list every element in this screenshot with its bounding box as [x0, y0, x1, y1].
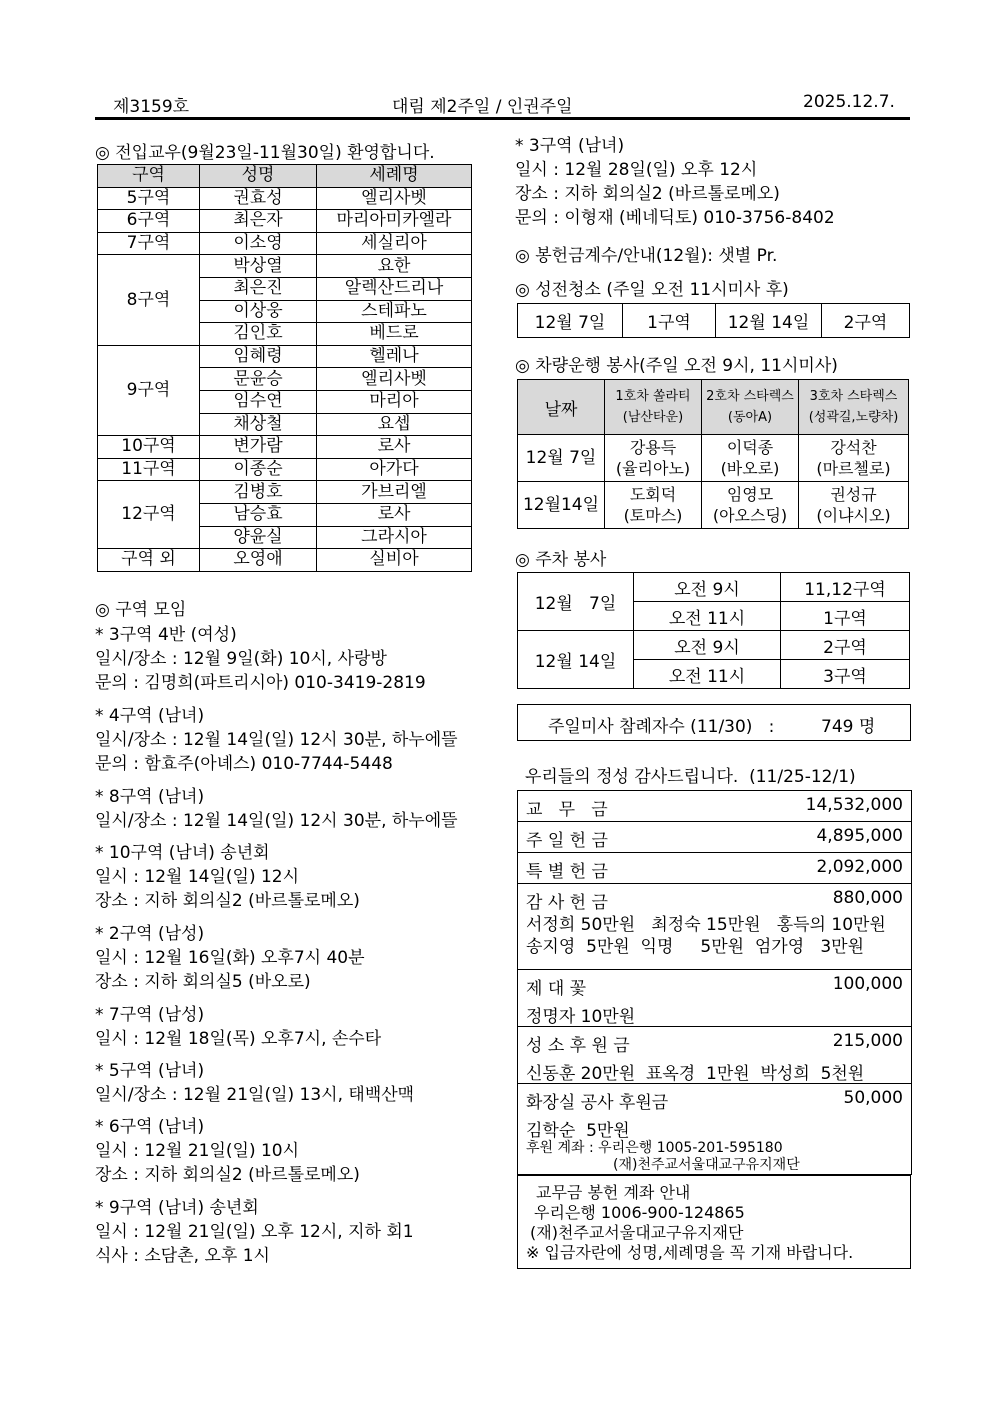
meetings-heading: ◎ 구역 모임 — [95, 600, 187, 620]
column-header-district: 구역 — [98, 165, 200, 188]
meeting-detail: 일시 : 12월 16일(화) 오후7시 40분 — [95, 948, 365, 968]
shuttle-driver — [702, 482, 799, 529]
shuttle-driver — [605, 435, 702, 482]
attendance-value: 749 명 — [821, 717, 876, 737]
cleaning-district-1: 1구역 — [623, 304, 716, 338]
parking-row — [518, 631, 910, 660]
account-notice-instruction: ※ 입금자란에 성명,세례명을 꼭 기재 바랍니다. — [526, 1243, 854, 1262]
meeting-detail: 일시/장소 : 12월 9일(화) 10시, 사랑방 — [95, 649, 387, 669]
baptismal-name-cell: 그라시아 — [317, 526, 472, 549]
baptismal-name-cell: 실비아 — [317, 549, 472, 572]
donation-label: 특 별 헌 금 — [526, 862, 608, 882]
meeting-title: * 3구역 4반 (여성) — [95, 625, 237, 645]
attendance-box — [517, 704, 911, 741]
meeting-detail: 일시 : 12월 21일(일) 오후 12시, 지하 회1 — [95, 1222, 414, 1242]
shuttle-driver — [799, 482, 909, 529]
name-cell: 채상철 — [200, 413, 317, 436]
cleaning-heading: ◎ 성전청소 (주일 오전 11시미사 후) — [515, 280, 789, 300]
meeting-detail: 장소 : 지하 회의실2 (바르톨로메오) — [515, 184, 780, 204]
donation-amount: 4,895,000 — [816, 826, 903, 846]
name-cell: 이소영 — [200, 232, 317, 255]
meeting-detail: 장소 : 지하 회의실2 (바르톨로메오) — [95, 1165, 360, 1185]
donation-row — [518, 970, 911, 1027]
name-cell: 문윤승 — [200, 368, 317, 391]
account-notice-title: 교무금 봉헌 계좌 안내 — [536, 1183, 691, 1202]
name-cell: 임혜령 — [200, 345, 317, 368]
meeting-detail: 일시 : 12월 18일(목) 오후7시, 손수타 — [95, 1029, 382, 1049]
meeting-detail: 일시 : 12월 21일(일) 10시 — [95, 1141, 300, 1161]
welcome-row — [98, 187, 472, 210]
driver-baptismal-name: (이냐시오) — [816, 506, 891, 525]
driver-baptismal-name: (율리아노) — [615, 459, 691, 478]
shuttle-driver — [702, 435, 799, 482]
name-cell: 오영애 — [200, 549, 317, 572]
donation-row — [518, 1027, 911, 1084]
district-cell: 8구역 — [98, 255, 200, 345]
name-cell: 박상열 — [200, 255, 317, 278]
meeting-detail: 장소 : 지하 회의실2 (바르톨로메오) — [95, 891, 360, 911]
donation-row — [518, 884, 911, 970]
meeting-detail: 식사 : 소담촌, 오후 1시 — [95, 1246, 270, 1266]
donation-label: 교 무 금 — [526, 800, 608, 820]
welcome-table — [97, 164, 472, 572]
meeting-detail: 문의 : 이형재 (베네딕토) 010-3756-8402 — [515, 208, 835, 228]
baptismal-name-cell: 요셉 — [317, 413, 472, 436]
parking-time: 오전 9시 — [634, 631, 781, 660]
account-notice-holder: (재)천주교서울대교구유지재단 — [530, 1223, 744, 1242]
issue-number: 제3159호 — [113, 97, 190, 117]
donation-label: 성 소 후 원 금 — [526, 1036, 630, 1056]
parking-time: 오전 11시 — [634, 660, 781, 689]
shuttle-heading: ◎ 차량운행 봉사(주일 오전 9시, 11시미사) — [515, 356, 838, 376]
car-name: 3호차 스타렉스 — [809, 389, 898, 404]
baptismal-name-cell: 로사 — [317, 503, 472, 526]
meeting-title: * 10구역 (남녀) 송년회 — [95, 843, 270, 863]
welcome-row — [98, 481, 472, 504]
car-route: (남산타운) — [622, 410, 684, 425]
name-cell: 김인호 — [200, 323, 317, 346]
shuttle-car-2-header — [702, 380, 799, 435]
name-cell: 최은자 — [200, 210, 317, 233]
parking-date: 12월 14일 — [518, 631, 634, 689]
welcome-row — [98, 232, 472, 255]
welcome-row — [98, 549, 472, 572]
name-cell: 이상웅 — [200, 300, 317, 323]
attendance-label: 주일미사 참례자수 (11/30) : — [548, 717, 775, 737]
shuttle-driver — [799, 435, 909, 482]
meeting-detail: 일시/장소 : 12월 21일(일) 13시, 태백산맥 — [95, 1085, 415, 1105]
district-cell: 6구역 — [98, 210, 200, 233]
donor-detail: 서정희 50만원 최정숙 15만원 홍득의 10만원 — [526, 915, 886, 935]
district-cell: 7구역 — [98, 232, 200, 255]
district-cell: 12구역 — [98, 481, 200, 549]
cleaning-date-1: 12월 7일 — [518, 304, 623, 338]
donor-detail: 정명자 10만원 — [526, 1007, 636, 1027]
district-cell: 구역 외 — [98, 549, 200, 572]
page-title: 대림 제2주일 / 인권주일 — [392, 97, 573, 117]
driver-baptismal-name: (바오로) — [720, 459, 780, 478]
driver-name: 강석찬 — [830, 438, 877, 457]
district-cell: 11구역 — [98, 458, 200, 481]
donation-amount: 100,000 — [832, 974, 903, 994]
meeting-title: * 4구역 (남녀) — [95, 706, 205, 726]
shuttle-car-3-header — [799, 380, 909, 435]
name-cell: 최은진 — [200, 277, 317, 300]
driver-baptismal-name: (아오스딩) — [712, 506, 788, 525]
donation-label: 화장실 공사 후원금 — [526, 1093, 669, 1113]
baptismal-name-cell: 가브리엘 — [317, 481, 472, 504]
cleaning-district-2: 2구역 — [822, 304, 910, 338]
offering-count-notice: ◎ 봉헌금계수/안내(12월): 샛별 Pr. — [515, 246, 778, 266]
driver-baptismal-name: (마르첼로) — [816, 459, 891, 478]
meeting-title: * 9구역 (남녀) 송년회 — [95, 1198, 259, 1218]
parking-time: 오전 11시 — [634, 602, 781, 631]
donor-detail: 송지영 5만원 익명 5만원 엄가영 3만원 — [526, 937, 865, 957]
meeting-title: * 6구역 (남녀) — [95, 1117, 205, 1137]
donation-amount: 880,000 — [832, 888, 903, 908]
meeting-detail: 장소 : 지하 회의실5 (바오로) — [95, 972, 311, 992]
meeting-detail: 일시/장소 : 12월 14일(일) 12시 30분, 하누에뜰 — [95, 811, 458, 831]
meeting-detail: 일시 : 12월 14일(일) 12시 — [95, 867, 300, 887]
baptismal-name-cell: 엘리사벳 — [317, 368, 472, 391]
donation-label: 제 대 꽃 — [526, 979, 587, 999]
shuttle-table — [517, 379, 909, 529]
donation-row — [518, 853, 911, 884]
shuttle-row — [518, 435, 909, 482]
name-cell: 변가람 — [200, 436, 317, 459]
shuttle-driver — [605, 482, 702, 529]
meeting-title: * 8구역 (남녀) — [95, 787, 205, 807]
parking-district: 3구역 — [781, 660, 910, 689]
meeting-detail: 문의 : 김명희(파트리시아) 010-3419-2819 — [95, 673, 426, 693]
name-cell: 양윤실 — [200, 526, 317, 549]
driver-name: 이덕종 — [726, 438, 774, 457]
donations-heading: 우리들의 정성 감사드립니다. (11/25-12/1) — [525, 767, 856, 787]
driver-name: 강용득 — [629, 438, 677, 457]
name-cell: 김병호 — [200, 481, 317, 504]
parking-date: 12월 7일 — [518, 573, 634, 631]
baptismal-name-cell: 마리아미카엘라 — [317, 210, 472, 233]
welcome-heading: ◎ 전입교우(9월23일-11월30일) 환영합니다. — [95, 143, 435, 163]
donation-amount: 2,092,000 — [816, 857, 903, 877]
parking-district: 11,12구역 — [781, 573, 910, 602]
district-cell: 5구역 — [98, 187, 200, 210]
cleaning-table — [517, 303, 910, 338]
baptismal-name-cell: 헬레나 — [317, 345, 472, 368]
baptismal-name-cell: 요한 — [317, 255, 472, 278]
donation-amount: 50,000 — [843, 1088, 903, 1108]
donation-row — [518, 791, 911, 822]
shuttle-date-header: 날짜 — [518, 380, 605, 435]
shuttle-date: 12월 7일 — [518, 435, 605, 482]
shuttle-date: 12월14일 — [518, 482, 605, 529]
name-cell: 권효성 — [200, 187, 317, 210]
meeting-title: * 7구역 (남성) — [95, 1005, 205, 1025]
welcome-row — [98, 255, 472, 278]
donor-detail: 김학순 5만원 — [526, 1121, 630, 1141]
meeting-detail: 문의 : 함효주(아녜스) 010-7744-5448 — [95, 754, 393, 774]
cleaning-date-2: 12월 14일 — [716, 304, 822, 338]
driver-name: 임영모 — [726, 485, 774, 504]
shuttle-row — [518, 482, 909, 529]
welcome-row — [98, 458, 472, 481]
donation-row — [518, 822, 911, 853]
account-notice-bank: 우리은행 1006-900-124865 — [534, 1203, 745, 1222]
donations-table — [517, 790, 912, 1175]
welcome-row — [98, 345, 472, 368]
driver-baptismal-name: (토마스) — [623, 506, 683, 525]
name-cell: 임수연 — [200, 390, 317, 413]
donation-amount: 215,000 — [832, 1031, 903, 1051]
welcome-row — [98, 436, 472, 459]
district-cell: 9구역 — [98, 345, 200, 435]
donation-amount: 14,532,000 — [805, 795, 903, 815]
parking-row — [518, 573, 910, 602]
parking-table — [517, 572, 910, 689]
column-header-name: 성명 — [200, 165, 317, 188]
meeting-title: * 3구역 (남녀) — [515, 136, 625, 156]
welcome-row — [98, 210, 472, 233]
sponsor-account-holder: (재)천주교서울대교구유지재단 — [613, 1157, 800, 1173]
meeting-title: * 5구역 (남녀) — [95, 1061, 205, 1081]
baptismal-name-cell: 스테파노 — [317, 300, 472, 323]
parking-heading: ◎ 주차 봉사 — [515, 550, 607, 570]
baptismal-name-cell: 로사 — [317, 436, 472, 459]
name-cell: 이종순 — [200, 458, 317, 481]
district-cell: 10구역 — [98, 436, 200, 459]
car-name: 2호차 스타렉스 — [706, 389, 794, 404]
donation-row — [518, 1084, 911, 1174]
meeting-detail: 일시/장소 : 12월 14일(일) 12시 30분, 하누에뜰 — [95, 730, 458, 750]
sponsor-account: 후원 계좌 : 우리은행 1005-201-595180 — [526, 1140, 783, 1156]
account-notice-box — [517, 1175, 911, 1269]
donor-detail: 신동훈 20만원 표옥경 1만원 박성희 5천원 — [526, 1064, 865, 1084]
car-route: (동아A) — [727, 410, 773, 425]
parking-time: 오전 9시 — [634, 573, 781, 602]
meeting-detail: 일시 : 12월 28일(일) 오후 12시 — [515, 160, 758, 180]
driver-name: 도회덕 — [629, 485, 677, 504]
donation-label: 주 일 헌 금 — [526, 831, 608, 851]
car-route: (성곽길,노량차) — [808, 410, 899, 425]
parking-district: 2구역 — [781, 631, 910, 660]
driver-name: 권성규 — [830, 485, 877, 504]
issue-date: 2025.12.7. — [803, 92, 895, 112]
column-header-baptismal-name: 세례명 — [317, 165, 472, 188]
baptismal-name-cell: 베드로 — [317, 323, 472, 346]
baptismal-name-cell: 알렉산드리나 — [317, 277, 472, 300]
baptismal-name-cell: 마리아 — [317, 390, 472, 413]
car-name: 1호차 쏠라티 — [615, 389, 691, 404]
meeting-title: * 2구역 (남성) — [95, 924, 205, 944]
baptismal-name-cell: 세실리아 — [317, 232, 472, 255]
header-rule — [95, 117, 910, 120]
baptismal-name-cell: 아가다 — [317, 458, 472, 481]
parking-district: 1구역 — [781, 602, 910, 631]
name-cell: 남승효 — [200, 503, 317, 526]
baptismal-name-cell: 엘리사벳 — [317, 187, 472, 210]
donation-label: 감 사 헌 금 — [526, 893, 608, 913]
shuttle-car-1-header — [605, 380, 702, 435]
